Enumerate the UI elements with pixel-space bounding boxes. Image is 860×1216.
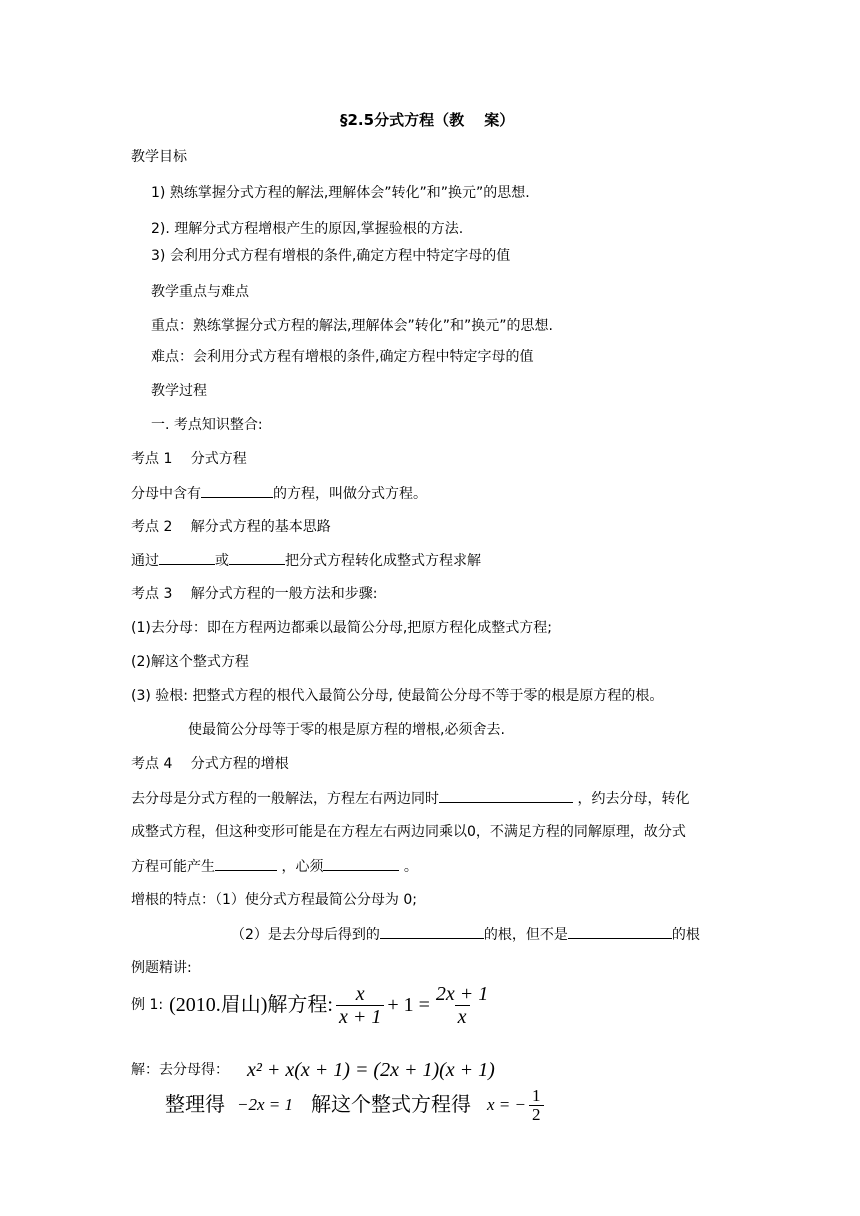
fill-blank: [159, 550, 215, 565]
kp4-paragraph-line: 成整式方程，但这种变形可能是在方程左右两边同乘以0，不满足方程的同解原理，故分式: [131, 824, 686, 840]
kp1-text: 分母中含有 的方程，叫做分式方程。: [131, 483, 427, 504]
solution-step-1: 解：去分母得： x² + x(x + 1) = (2x + 1)(x + 1): [131, 1059, 495, 1081]
step-equation: x² + x(x + 1) = (2x + 1)(x + 1): [247, 1059, 495, 1081]
examples-heading: 例题精讲:: [131, 960, 192, 976]
kp1-label: 考点 1 分式方程: [131, 451, 247, 467]
fill-blank: [568, 924, 672, 939]
fill-blank: [201, 483, 273, 498]
solution-step-2: 整理得 −2x = 1 解这个整式方程得 x = − $\frac{1}{2}$: [165, 1083, 547, 1127]
kp3-step: (2)解这个整式方程: [131, 654, 249, 670]
fraction: $\frac{1}{2}$: [529, 1087, 544, 1124]
document-title: §2.5分式方程（教 案）: [340, 111, 515, 129]
step-equation: −2x = 1: [237, 1095, 293, 1114]
difficulty-text: 难点：会利用分式方程有增根的条件,确定方程中特定字母的值: [151, 349, 534, 365]
solution-value: x = −: [487, 1095, 526, 1114]
key-point-text: 重点：熟练掌握分式方程的解法,理解体会”转化”和”换元”的思想.: [151, 318, 553, 334]
key-points-heading: 教学重点与难点: [151, 284, 249, 300]
example-1: [131, 975, 494, 1035]
extraneous-root-feature: （2）是去分母后得到的 的根，但不是 的根: [231, 924, 700, 945]
kp4-label: 考点 4 分式方程的增根: [131, 756, 289, 772]
fraction: $\frac{x}{x + 1}$: [336, 983, 384, 1028]
kp4-paragraph-line: 方程可能产生 ，心须 。: [131, 856, 418, 877]
extraneous-root-feature: 增根的特点：（1）使分式方程最简公分母为 0;: [131, 892, 417, 908]
objective-item: 2). 理解分式方程增根产生的原因,掌握验根的方法.: [151, 221, 464, 237]
fill-blank: [229, 550, 285, 565]
example-source: (2010.眉山)解方程:: [169, 994, 333, 1016]
process-heading: 教学过程: [151, 383, 207, 399]
fill-blank: [323, 856, 399, 871]
objectives-heading: 教学目标: [131, 149, 187, 165]
kp3-step: (1)去分母：即在方程两边都乘以最简公分母,把原方程化成整式方程;: [131, 620, 552, 636]
example-label: 例 1:: [131, 997, 164, 1013]
kp4-paragraph-line: 去分母是分式方程的一般解法，方程左右两边同时 ，约去分母，转化: [131, 788, 689, 809]
objective-item: 1) 熟练掌握分式方程的解法,理解体会”转化”和”换元”的思想.: [151, 185, 530, 201]
kp2-label: 考点 2 解分式方程的基本思路: [131, 519, 331, 535]
objective-item: 3) 会利用分式方程有增根的条件,确定方程中特定字母的值: [151, 248, 511, 264]
fill-blank: [380, 924, 484, 939]
section-one-heading: 一. 考点知识整合:: [151, 417, 263, 433]
fill-blank: [439, 788, 573, 803]
fraction: $\frac{2x + 1}{x}$: [435, 982, 489, 1028]
kp2-text: 通过 或 把分式方程转化成整式方程求解: [131, 550, 481, 571]
kp3-label: 考点 3 解分式方程的一般方法和步骤:: [131, 586, 378, 602]
example-equation: $\frac{x}{x + 1}$ + 1 = $\frac{2x + 1}{x}$: [333, 983, 494, 1028]
kp3-step: 使最简公分母等于零的根是原方程的增根,必须舍去.: [188, 722, 505, 738]
kp3-step: (3) 验根: 把整式方程的根代入最简公分母, 使最简公分母不等于零的根是原方程的根。: [131, 688, 664, 704]
fill-blank: [215, 856, 277, 871]
